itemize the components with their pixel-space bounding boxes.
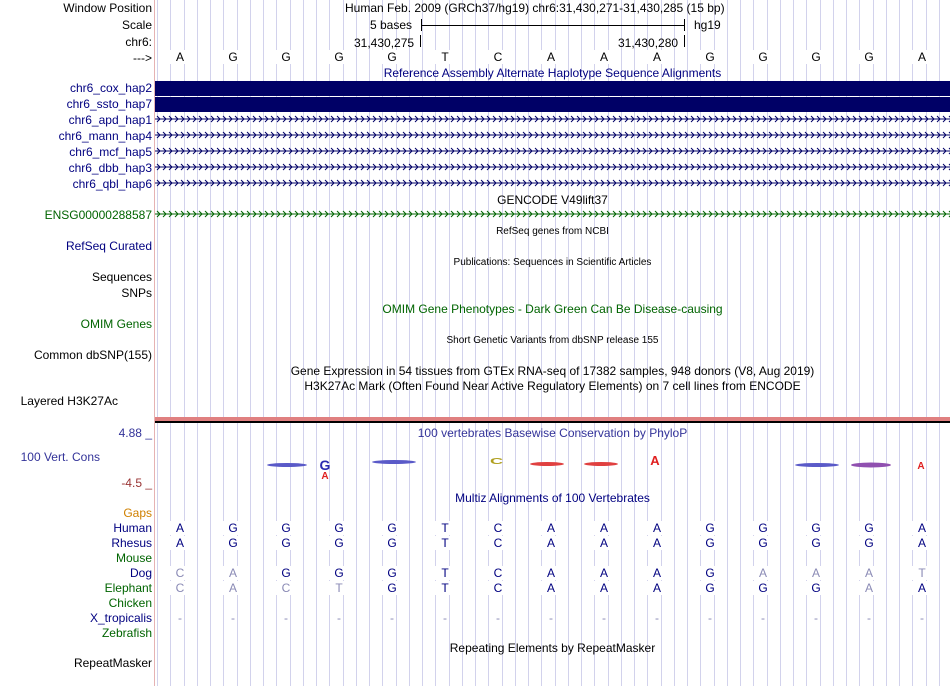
gtex-track-title: Gene Expression in 54 tissues from GTEx RNA-seq of 17382 samples, 948 donors (V8, Aug 2019) <box>290 364 815 378</box>
snps-label[interactable]: SNPs <box>121 286 152 300</box>
alignment-base: - <box>867 611 871 625</box>
species-xtropicalis[interactable]: X_tropicalis <box>89 611 152 625</box>
alignment-base: T <box>329 581 349 595</box>
alignment-base: G <box>859 521 879 535</box>
hap-chevron-row-3[interactable] <box>155 163 950 171</box>
cons-min-label: -4.5 _ <box>121 476 152 490</box>
cons-max-label: 4.88 _ <box>118 426 152 440</box>
alignment-base: A <box>170 521 190 535</box>
reference-base: G <box>859 50 879 64</box>
scale-label: Scale <box>121 18 152 32</box>
svg-text:C: C <box>490 456 504 466</box>
alignment-base: A <box>912 581 932 595</box>
repeatmasker-track-title: Repeating Elements by RepeatMasker <box>449 641 656 655</box>
alignment-base: G <box>700 566 720 580</box>
gencode-gene-label[interactable]: ENSG00000288587 <box>44 208 152 222</box>
dbsnp-track-title: Short Genetic Variants from dbSNP release 155 <box>446 335 659 346</box>
alignment-base: C <box>488 536 508 550</box>
track-labels-panel <box>0 0 155 686</box>
alignment-base: - <box>602 611 606 625</box>
hap-label-apd[interactable]: chr6_apd_hap1 <box>68 113 152 127</box>
alignment-base: G <box>753 536 773 550</box>
gencode-track-title: GENCODE V49lift37 <box>497 193 608 207</box>
omim-track-title: OMIM Gene Phenotypes - Dark Green Can Be Disease-causing <box>382 302 723 316</box>
alignment-base: A <box>594 581 614 595</box>
alignment-base: T <box>435 521 455 535</box>
alignment-base: - <box>178 611 182 625</box>
reference-base: G <box>806 50 826 64</box>
alignment-base: G <box>329 566 349 580</box>
alignment-base: - <box>655 611 659 625</box>
reference-base: G <box>223 50 243 64</box>
alignment-base: - <box>814 611 818 625</box>
svg-text:G: G <box>319 457 331 473</box>
species-zebrafish[interactable]: Zebrafish <box>101 626 152 640</box>
hap-label-ssto[interactable]: chr6_ssto_hap7 <box>66 97 152 111</box>
scale-text: 5 bases <box>370 18 413 32</box>
alignment-base: - <box>708 611 712 625</box>
ruler-tick-1 <box>420 35 421 47</box>
hap-label-cox[interactable]: chr6_cox_hap2 <box>69 81 152 95</box>
alignment-base: A <box>912 536 932 550</box>
alignment-base: A <box>541 521 561 535</box>
species-human[interactable]: Human <box>113 521 152 535</box>
alignment-base: G <box>382 536 402 550</box>
alignment-base: A <box>806 566 826 580</box>
alignment-base: - <box>231 611 235 625</box>
alignment-base: A <box>647 581 667 595</box>
alignment-base: A <box>541 536 561 550</box>
alignment-base: G <box>382 581 402 595</box>
alignment-base: C <box>170 566 190 580</box>
alignment-base: - <box>496 611 500 625</box>
hap-label-mann[interactable]: chr6_mann_hap4 <box>58 129 152 143</box>
ruler-tick-2 <box>684 35 685 47</box>
alignment-base: A <box>647 566 667 580</box>
alignment-base: T <box>435 581 455 595</box>
alignment-base: - <box>761 611 765 625</box>
alignment-base: G <box>276 536 296 550</box>
omim-label[interactable]: OMIM Genes <box>80 317 152 331</box>
reference-base: G <box>329 50 349 64</box>
alignment-base: G <box>806 521 826 535</box>
alignment-base: A <box>753 566 773 580</box>
alignment-base: G <box>753 581 773 595</box>
phylop-logo-graphic <box>155 452 950 482</box>
alignment-base: - <box>390 611 394 625</box>
phylop-track-title: 100 vertebrates Basewise Conservation by PhyloP <box>417 426 688 440</box>
reference-base: A <box>647 50 667 64</box>
refseq-track-title: RefSeq genes from NCBI <box>496 226 609 237</box>
reference-base: G <box>700 50 720 64</box>
alignment-base: T <box>435 536 455 550</box>
alignment-base: - <box>337 611 341 625</box>
reference-base: G <box>276 50 296 64</box>
hap-chevron-row-0[interactable] <box>155 115 950 123</box>
alignment-base: G <box>382 521 402 535</box>
species-dog[interactable]: Dog <box>129 566 152 580</box>
alignment-base: G <box>806 581 826 595</box>
alignment-base: G <box>859 536 879 550</box>
reference-base: A <box>912 50 932 64</box>
chrom-label: chr6: <box>125 35 152 49</box>
publications-track-title: Publications: Sequences in Scientific Articles <box>453 257 652 268</box>
reference-base: C <box>488 50 508 64</box>
strand-arrow-label[interactable]: ---> <box>133 51 152 65</box>
alignment-base: G <box>700 521 720 535</box>
hap-chevron-row-2[interactable] <box>155 147 950 155</box>
alignment-base: G <box>276 566 296 580</box>
species-chicken[interactable]: Chicken <box>108 596 152 610</box>
alignment-base: T <box>435 566 455 580</box>
alignment-base: - <box>549 611 553 625</box>
alignment-base: - <box>920 611 924 625</box>
browser-image-panel[interactable] <box>155 0 950 686</box>
hap-bar-ssto[interactable] <box>155 97 950 112</box>
refseq-label[interactable]: RefSeq Curated <box>65 239 152 253</box>
species-elephant[interactable]: Elephant <box>104 581 152 595</box>
alignment-base: G <box>329 521 349 535</box>
gencode-chevrons[interactable] <box>155 210 950 218</box>
alignment-base: G <box>700 536 720 550</box>
alignment-base: G <box>223 521 243 535</box>
alignment-base: - <box>284 611 288 625</box>
svg-text:A: A <box>917 461 925 472</box>
alignment-base: A <box>170 536 190 550</box>
alignment-base: A <box>594 536 614 550</box>
multiz-track-title: Multiz Alignments of 100 Vertebrates <box>455 491 650 505</box>
hap-chevron-row-4[interactable] <box>155 179 950 187</box>
alignment-base: A <box>859 566 879 580</box>
alignment-base: G <box>276 521 296 535</box>
alignment-base: G <box>223 536 243 550</box>
alignment-base: C <box>488 581 508 595</box>
alignment-base: A <box>647 536 667 550</box>
alignment-base: G <box>753 521 773 535</box>
layered-h3k27ac-label[interactable]: Layered H3K27Ac <box>20 394 118 408</box>
alignment-base: - <box>443 611 447 625</box>
hap-chevron-row-1[interactable] <box>155 131 950 139</box>
ruler-coord-2: 31,430,280 <box>618 36 679 50</box>
window-position-label: Window Position <box>63 1 152 15</box>
hap-label-mcf[interactable]: chr6_mcf_hap5 <box>69 145 152 159</box>
hap-label-dbb[interactable]: chr6_dbb_hap3 <box>68 161 152 175</box>
alignment-base: G <box>329 536 349 550</box>
alignment-base: A <box>594 521 614 535</box>
gaps-label[interactable]: Gaps <box>123 506 152 520</box>
alignment-base: G <box>806 536 826 550</box>
alignment-base: A <box>594 566 614 580</box>
reference-base: G <box>753 50 773 64</box>
alignment-base: C <box>276 581 296 595</box>
alignment-base: G <box>700 581 720 595</box>
reference-base: G <box>382 50 402 64</box>
alignment-base: C <box>488 566 508 580</box>
repeatmasker-label[interactable]: RepeatMasker <box>73 656 152 670</box>
alignment-base: C <box>170 581 190 595</box>
alignment-base: A <box>912 521 932 535</box>
alignment-base: G <box>382 566 402 580</box>
alignment-base: A <box>223 566 243 580</box>
common-dbsnp-label[interactable]: Common dbSNP(155) <box>33 348 152 362</box>
position-text: Human Feb. 2009 (GRCh37/hg19) chr6:31,430,271-31,430,285 (15 bp) <box>345 1 725 15</box>
alignment-base: A <box>647 521 667 535</box>
ruler-coord-1: 31,430,275 <box>354 36 415 50</box>
alignment-base: C <box>488 521 508 535</box>
species-mouse[interactable]: Mouse <box>115 551 152 565</box>
alignment-base: A <box>541 566 561 580</box>
svg-text:A: A <box>650 453 660 468</box>
scale-bar-right-tick <box>684 19 685 31</box>
hap-label-qbl[interactable]: chr6_qbl_hap6 <box>72 177 152 191</box>
alignment-base: A <box>859 581 879 595</box>
reference-base: A <box>594 50 614 64</box>
species-rhesus[interactable]: Rhesus <box>111 536 152 550</box>
alignment-base: A <box>223 581 243 595</box>
alignment-base: A <box>541 581 561 595</box>
svg-text:A: A <box>321 471 329 482</box>
scale-bar <box>421 25 685 26</box>
h3k27ac-track-title: H3K27Ac Mark (Often Found Near Active Regulatory Elements) on 7 cell lines from ENCODE <box>304 379 801 393</box>
reference-base: T <box>435 50 455 64</box>
alt-hap-track-title: Reference Assembly Alternate Haplotype Sequence Alignments <box>383 66 722 80</box>
reference-base: A <box>541 50 561 64</box>
hap-bar-cox[interactable] <box>155 81 950 96</box>
sequences-label[interactable]: Sequences <box>91 270 152 284</box>
alignment-base: T <box>912 566 932 580</box>
assembly-text: hg19 <box>694 18 721 32</box>
cons-track-label[interactable]: 100 Vert. Cons <box>20 450 100 464</box>
reference-base: A <box>170 50 190 64</box>
h3k27ac-baseline <box>155 421 950 423</box>
